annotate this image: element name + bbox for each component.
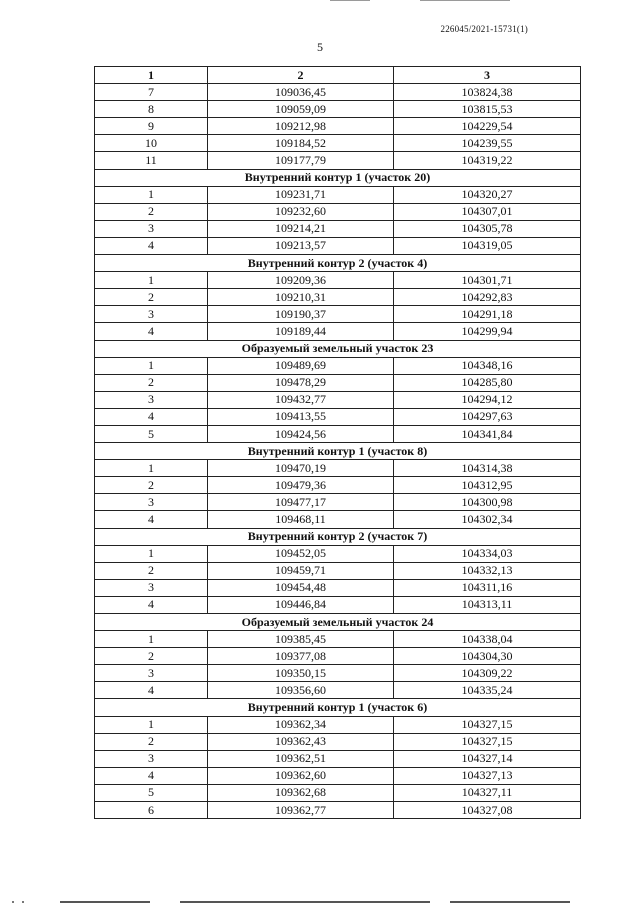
scan-artifact-dot xyxy=(12,901,14,903)
cell-y-coordinate: 104301,71 xyxy=(394,272,581,289)
scan-artifact-line xyxy=(180,901,430,903)
section-title: Внутренний контур 1 (участок 20) xyxy=(95,169,581,186)
cell-y-coordinate: 104292,83 xyxy=(394,289,581,306)
cell-x-coordinate: 109190,37 xyxy=(208,306,394,323)
cell-x-coordinate: 109212,98 xyxy=(208,118,394,135)
cell-point-number: 3 xyxy=(95,306,208,323)
coordinates-table xyxy=(94,66,581,819)
table-row xyxy=(95,237,581,254)
cell-point-number: 1 xyxy=(95,272,208,289)
cell-y-coordinate: 104319,05 xyxy=(394,237,581,254)
cell-y-coordinate: 104338,04 xyxy=(394,631,581,648)
cell-point-number: 2 xyxy=(95,477,208,494)
cell-point-number: 3 xyxy=(95,391,208,408)
table-row xyxy=(95,802,581,819)
cell-point-number: 2 xyxy=(95,374,208,391)
section-header-row xyxy=(95,340,581,357)
cell-point-number: 2 xyxy=(95,203,208,220)
cell-point-number: 11 xyxy=(95,152,208,169)
table-row xyxy=(95,101,581,118)
cell-x-coordinate: 109232,60 xyxy=(208,203,394,220)
cell-x-coordinate: 109362,43 xyxy=(208,733,394,750)
table-row xyxy=(95,682,581,699)
table-row xyxy=(95,733,581,750)
table-row xyxy=(95,665,581,682)
header-cell-point: 1 xyxy=(95,67,208,84)
header-cell-x: 2 xyxy=(208,67,394,84)
page-number: 5 xyxy=(317,40,323,54)
table-row xyxy=(95,596,581,613)
table-row xyxy=(95,118,581,135)
cell-x-coordinate: 109210,31 xyxy=(208,289,394,306)
cell-y-coordinate: 104314,38 xyxy=(394,460,581,477)
table-row xyxy=(95,408,581,425)
cell-point-number: 2 xyxy=(95,733,208,750)
cell-point-number: 4 xyxy=(95,596,208,613)
cell-x-coordinate: 109362,77 xyxy=(208,802,394,819)
table-row xyxy=(95,272,581,289)
cell-x-coordinate: 109362,60 xyxy=(208,767,394,784)
cell-y-coordinate: 104327,15 xyxy=(394,716,581,733)
cell-x-coordinate: 109356,60 xyxy=(208,682,394,699)
cell-point-number: 4 xyxy=(95,682,208,699)
cell-point-number: 4 xyxy=(95,767,208,784)
cell-x-coordinate: 109478,29 xyxy=(208,374,394,391)
section-title: Образуемый земельный участок 23 xyxy=(95,340,581,357)
cell-point-number: 1 xyxy=(95,186,208,203)
cell-y-coordinate: 104302,34 xyxy=(394,511,581,528)
cell-point-number: 7 xyxy=(95,84,208,101)
table-row xyxy=(95,494,581,511)
cell-point-number: 1 xyxy=(95,631,208,648)
cell-point-number: 9 xyxy=(95,118,208,135)
cell-point-number: 10 xyxy=(95,135,208,152)
scan-artifact-dot xyxy=(22,901,24,903)
table-row xyxy=(95,579,581,596)
cell-point-number: 3 xyxy=(95,220,208,237)
cell-point-number: 2 xyxy=(95,289,208,306)
cell-x-coordinate: 109377,08 xyxy=(208,648,394,665)
table-row xyxy=(95,460,581,477)
cell-point-number: 6 xyxy=(95,802,208,819)
cell-x-coordinate: 109362,34 xyxy=(208,716,394,733)
cell-x-coordinate: 109209,36 xyxy=(208,272,394,289)
cell-y-coordinate: 104294,12 xyxy=(394,391,581,408)
scan-artifact-line xyxy=(450,901,570,903)
cell-x-coordinate: 109231,71 xyxy=(208,186,394,203)
cell-point-number: 4 xyxy=(95,511,208,528)
cell-y-coordinate: 104307,01 xyxy=(394,203,581,220)
table-row xyxy=(95,648,581,665)
cell-point-number: 3 xyxy=(95,665,208,682)
section-title: Внутренний контур 1 (участок 6) xyxy=(95,699,581,716)
cell-point-number: 1 xyxy=(95,545,208,562)
cell-x-coordinate: 109470,19 xyxy=(208,460,394,477)
cell-y-coordinate: 104309,22 xyxy=(394,665,581,682)
table-header-row xyxy=(95,67,581,84)
table-row xyxy=(95,425,581,442)
cell-y-coordinate: 104291,18 xyxy=(394,306,581,323)
section-header-row xyxy=(95,699,581,716)
cell-x-coordinate: 109489,69 xyxy=(208,357,394,374)
cell-x-coordinate: 109385,45 xyxy=(208,631,394,648)
scan-bottom-edge xyxy=(0,900,640,903)
cell-point-number: 5 xyxy=(95,784,208,801)
cell-point-number: 2 xyxy=(95,648,208,665)
cell-x-coordinate: 109454,48 xyxy=(208,579,394,596)
scan-artifact-line xyxy=(60,901,150,903)
cell-y-coordinate: 104312,95 xyxy=(394,477,581,494)
table-row xyxy=(95,391,581,408)
table-row xyxy=(95,152,581,169)
cell-x-coordinate: 109477,17 xyxy=(208,494,394,511)
cell-y-coordinate: 104319,22 xyxy=(394,152,581,169)
cell-y-coordinate: 103824,38 xyxy=(394,84,581,101)
table-row xyxy=(95,750,581,767)
cell-x-coordinate: 109189,44 xyxy=(208,323,394,340)
table-row xyxy=(95,716,581,733)
section-header-row xyxy=(95,528,581,545)
table-row xyxy=(95,289,581,306)
cell-point-number: 2 xyxy=(95,562,208,579)
cell-point-number: 1 xyxy=(95,460,208,477)
cell-y-coordinate: 104320,27 xyxy=(394,186,581,203)
cell-x-coordinate: 109446,84 xyxy=(208,596,394,613)
cell-y-coordinate: 104239,55 xyxy=(394,135,581,152)
cell-y-coordinate: 104335,24 xyxy=(394,682,581,699)
section-title: Внутренний контур 2 (участок 7) xyxy=(95,528,581,545)
cell-x-coordinate: 109059,09 xyxy=(208,101,394,118)
section-header-row xyxy=(95,443,581,460)
cell-y-coordinate: 104305,78 xyxy=(394,220,581,237)
cell-y-coordinate: 104327,11 xyxy=(394,784,581,801)
section-title: Внутренний контур 1 (участок 8) xyxy=(95,443,581,460)
cell-point-number: 5 xyxy=(95,425,208,442)
section-title: Образуемый земельный участок 24 xyxy=(95,614,581,631)
cell-point-number: 3 xyxy=(95,494,208,511)
table-row xyxy=(95,357,581,374)
cell-point-number: 1 xyxy=(95,357,208,374)
header-cell-y: 3 xyxy=(394,67,581,84)
cell-y-coordinate: 104229,54 xyxy=(394,118,581,135)
cell-y-coordinate: 104311,16 xyxy=(394,579,581,596)
cell-x-coordinate: 109424,56 xyxy=(208,425,394,442)
scan-artifact-line xyxy=(420,0,510,1)
cell-y-coordinate: 104285,80 xyxy=(394,374,581,391)
cell-y-coordinate: 104327,14 xyxy=(394,750,581,767)
table-row xyxy=(95,220,581,237)
table-row xyxy=(95,323,581,340)
cell-point-number: 4 xyxy=(95,237,208,254)
cell-x-coordinate: 109459,71 xyxy=(208,562,394,579)
cell-x-coordinate: 109362,51 xyxy=(208,750,394,767)
cell-y-coordinate: 104327,08 xyxy=(394,802,581,819)
cell-y-coordinate: 104327,15 xyxy=(394,733,581,750)
cell-y-coordinate: 104327,13 xyxy=(394,767,581,784)
cell-x-coordinate: 109362,68 xyxy=(208,784,394,801)
table-row xyxy=(95,84,581,101)
table-row xyxy=(95,477,581,494)
cell-x-coordinate: 109413,55 xyxy=(208,408,394,425)
cell-x-coordinate: 109468,11 xyxy=(208,511,394,528)
table-row xyxy=(95,784,581,801)
cell-point-number: 4 xyxy=(95,323,208,340)
table-row xyxy=(95,203,581,220)
cell-y-coordinate: 104300,98 xyxy=(394,494,581,511)
scan-artifact-line xyxy=(330,0,370,1)
cell-x-coordinate: 109350,15 xyxy=(208,665,394,682)
cell-y-coordinate: 104332,13 xyxy=(394,562,581,579)
cell-x-coordinate: 109177,79 xyxy=(208,152,394,169)
cell-y-coordinate: 104304,30 xyxy=(394,648,581,665)
table-row xyxy=(95,562,581,579)
table-row xyxy=(95,631,581,648)
cell-x-coordinate: 109184,52 xyxy=(208,135,394,152)
cell-x-coordinate: 109213,57 xyxy=(208,237,394,254)
cell-x-coordinate: 109452,05 xyxy=(208,545,394,562)
section-header-row xyxy=(95,614,581,631)
section-header-row xyxy=(95,255,581,272)
cell-y-coordinate: 103815,53 xyxy=(394,101,581,118)
cell-point-number: 8 xyxy=(95,101,208,118)
cell-x-coordinate: 109036,45 xyxy=(208,84,394,101)
cell-y-coordinate: 104313,11 xyxy=(394,596,581,613)
cell-y-coordinate: 104334,03 xyxy=(394,545,581,562)
table-row xyxy=(95,306,581,323)
section-title: Внутренний контур 2 (участок 4) xyxy=(95,255,581,272)
table-row xyxy=(95,545,581,562)
document-id: 226045/2021-15731(1) xyxy=(440,24,528,34)
table-row xyxy=(95,135,581,152)
cell-x-coordinate: 109479,36 xyxy=(208,477,394,494)
scan-top-edge xyxy=(0,0,640,2)
section-header-row xyxy=(95,169,581,186)
cell-point-number: 3 xyxy=(95,579,208,596)
cell-y-coordinate: 104299,94 xyxy=(394,323,581,340)
cell-x-coordinate: 109432,77 xyxy=(208,391,394,408)
table-row xyxy=(95,767,581,784)
cell-point-number: 4 xyxy=(95,408,208,425)
table-row xyxy=(95,186,581,203)
cell-y-coordinate: 104297,63 xyxy=(394,408,581,425)
cell-y-coordinate: 104348,16 xyxy=(394,357,581,374)
cell-x-coordinate: 109214,21 xyxy=(208,220,394,237)
cell-point-number: 3 xyxy=(95,750,208,767)
table-row xyxy=(95,511,581,528)
coordinates-table-body xyxy=(95,67,581,819)
table-row xyxy=(95,374,581,391)
cell-point-number: 1 xyxy=(95,716,208,733)
cell-y-coordinate: 104341,84 xyxy=(394,425,581,442)
